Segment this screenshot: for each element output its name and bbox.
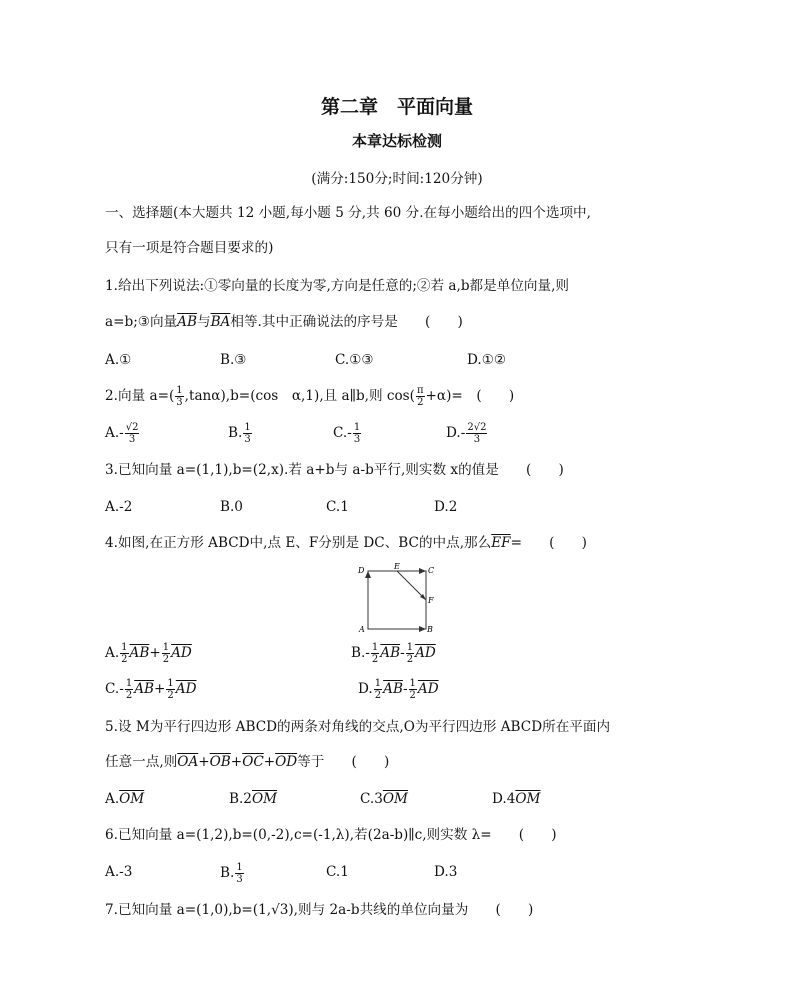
label-c: C bbox=[428, 566, 435, 575]
q1-line2: a=b;③向量$\overline{AB}$与$\overline{BA}$相等.其中正确说法的序号是 ( ) bbox=[105, 314, 463, 330]
section-heading-line1: 一、选择题(本大题共 12 小题,每小题 5 分,共 60 分.在每小题给出的四个选项中, bbox=[105, 205, 591, 221]
q7-stem: 7.已知向量 a=(1,0),b=(1,√3),则与 2a-b共线的单位向量为 ( ) bbox=[105, 902, 534, 918]
arrow-head-d bbox=[365, 571, 371, 578]
section-heading-line2: 只有一项是符合题目要求的) bbox=[105, 240, 274, 256]
label-d: D bbox=[358, 566, 365, 575]
q2-option-c: C.- $\frac{1}{3}$ bbox=[333, 422, 361, 445]
q5-option-d: $D.4\overline{OM}$ bbox=[492, 791, 541, 807]
q6-option-c: C.1 bbox=[326, 864, 349, 880]
q2-stem: 2.向量 a=( $\frac{1}{3}$ ,tanα),b=(cos α,1),且 a∥b,则 cos( $\frac{\pi}{2}$ +α)= ( ) bbox=[105, 385, 515, 408]
section-subtitle: 本章达标检测 bbox=[351, 132, 442, 150]
exam-info: (满分:150分;时间:120分钟) bbox=[311, 171, 483, 187]
q6-option-b: B. $\frac{1}{3}$ bbox=[220, 862, 243, 885]
q6-option-d: D.3 bbox=[434, 864, 458, 880]
q1-option-a: A.① bbox=[105, 352, 132, 368]
q5-line2: 任意一点,则$\overline{OA}+\overline{OB}+\overline{OC}+\overline{OD}$等于 ( ) bbox=[105, 754, 390, 770]
q1-line1: 1.给出下列说法:①零向量的长度为零,方向是任意的;②若 a,b都是单位向量,则 bbox=[105, 278, 570, 294]
q5-line1: 5.设 M为平行四边形 ABCD的两条对角线的交点,O为平行四边形 ABCD所在平面内 bbox=[105, 719, 611, 735]
q3-stem: 3.已知向量 a=(1,1),b=(2,x).若 a+b与 a-b平行,则实数 x的值是 ( ) bbox=[105, 462, 564, 478]
label-f: F bbox=[428, 596, 434, 605]
label-a: A bbox=[359, 625, 365, 634]
q2-option-b: B. $\frac{1}{3}$ bbox=[228, 422, 251, 445]
q5-option-a: $A.\overline{OM}$ bbox=[105, 791, 145, 807]
arrow-head-c bbox=[419, 568, 426, 574]
q5-option-b: $B.2\overline{OM}$ bbox=[229, 791, 278, 807]
q1-option-b: B.③ bbox=[220, 352, 247, 368]
q4-option-b: B.- $\frac{1}{2}$ $\overline{AB}-$ $\frac{1}{2}$ $\overline{AD}$ bbox=[351, 642, 436, 665]
q3-option-b: B.0 bbox=[220, 499, 243, 515]
q4-option-d: D. $\frac{1}{2}$ $\overline{AB}-$ $\frac{1}{2}$ $\overline{AD}$ bbox=[358, 678, 439, 701]
chapter-title: 第二章 平面向量 bbox=[320, 96, 473, 118]
q6-option-a: A.-3 bbox=[105, 864, 133, 880]
q3-option-c: C.1 bbox=[326, 499, 349, 515]
q3-option-d: D.2 bbox=[434, 499, 458, 515]
q4-option-c: C.- $\frac{1}{2}$ $\overline{AB}+$ $\frac{1}{2}$ $\overline{AD}$ bbox=[105, 678, 197, 701]
q5-option-c: $C.3\overline{OM}$ bbox=[360, 791, 408, 807]
q4-option-a: A. $\frac{1}{2}$ $\overline{AB}+$ $\frac{1}{2}$ $\overline{AD}$ bbox=[105, 642, 192, 665]
label-e: E bbox=[394, 563, 400, 571]
q4-stem: 4.如图,在正方形 ABCD中,点 E、F分别是 DC、BC的中点,那么$\overline{EF}=$ ( ) bbox=[105, 535, 587, 551]
q6-stem: 6.已知向量 a=(1,2),b=(0,-2),c=(-1,λ),若(2a-b)∥c,则实数 λ= ( ) bbox=[105, 827, 557, 843]
q2-option-a: A.- $\frac{√2}{3}$ bbox=[105, 422, 139, 445]
q1-option-c: C.①③ bbox=[335, 352, 374, 368]
label-b: B bbox=[427, 625, 433, 634]
arrow-head-b bbox=[419, 626, 426, 632]
q2-option-d: D.- $\frac{2√2}{3}$ bbox=[446, 422, 487, 445]
square-figure bbox=[356, 563, 438, 635]
q1-option-d: D.①② bbox=[467, 352, 507, 368]
square-abcd bbox=[368, 571, 426, 629]
q3-option-a: A.-2 bbox=[105, 499, 133, 515]
